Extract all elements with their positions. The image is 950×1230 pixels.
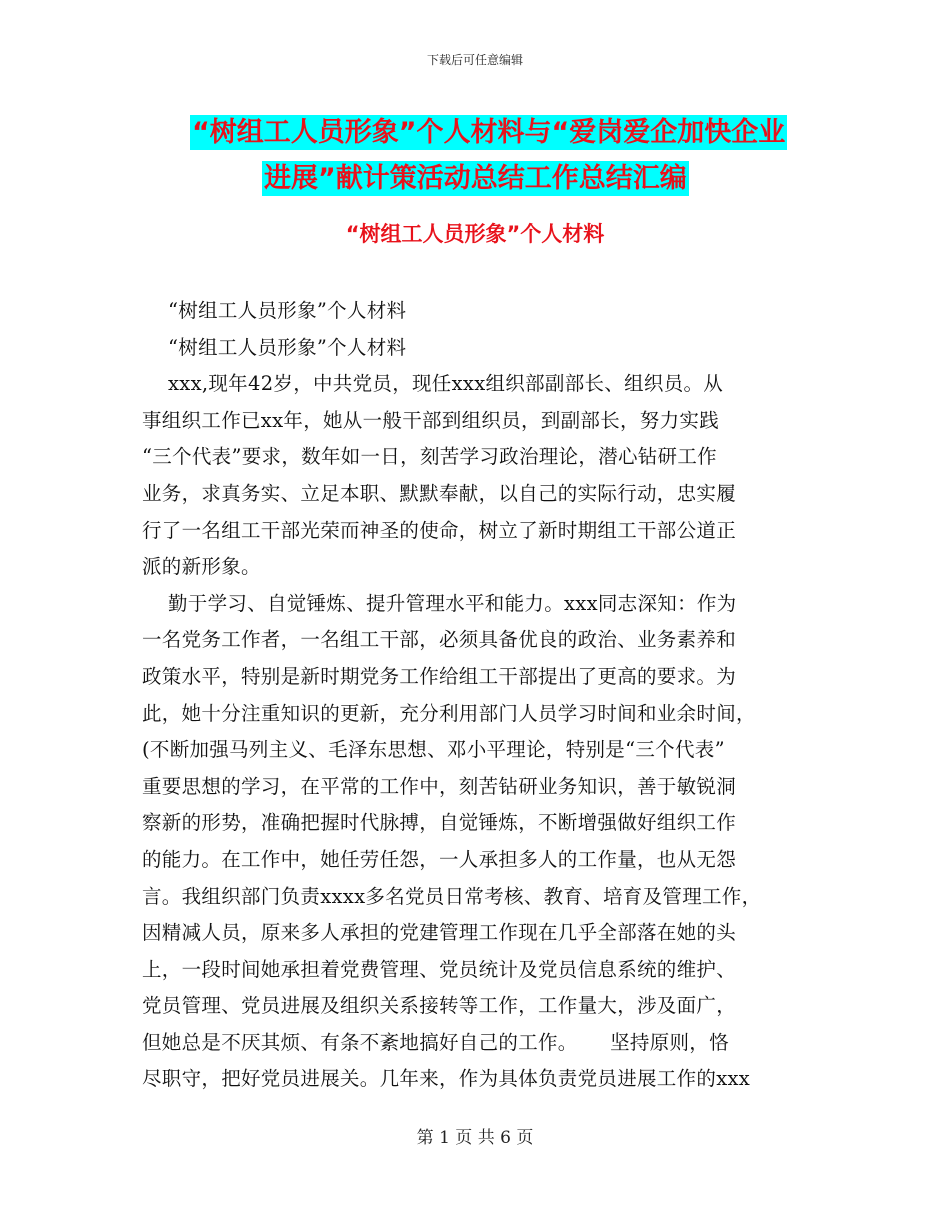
body-line: 但她总是不厌其烦、有条不紊地搞好自己的工作。 坚持原则，恪 — [142, 1030, 729, 1054]
body-line: 一名党务工作者，一名组工干部，必须具备优良的政治、业务素养和 — [142, 628, 737, 652]
body-line: 上，一段时间她承担着党费管理、党员统计及党员信息系统的维护、 — [142, 957, 737, 981]
body-line: 重要思想的学习，在平常的工作中，刻苦钻研业务知识，善于敏锐洞 — [142, 774, 737, 798]
title-line-2-text: 进展”献计策活动总结工作总结汇编 — [264, 163, 687, 194]
body-line: 派的新形象。 — [142, 555, 261, 579]
body-line: 因精减人员，原来多人承担的党建管理工作现在几乎全部落在她的头 — [142, 921, 737, 945]
body-line: “树组工人员形象”个人材料 — [142, 299, 407, 322]
document-title — [190, 110, 810, 202]
header-note: 下载后可任意编辑 — [426, 53, 523, 67]
body-line: “三个代表”要求，数年如一日，刻苦学习政治理论，潜心钻研工作 — [142, 445, 717, 469]
body-text — [142, 293, 810, 1098]
body-line: 业务，求真务实、立足本职、默默奉献，以自己的实际行动，忠实履 — [142, 481, 737, 505]
body-line: 察新的形势，准确把握时代脉搏，自觉锤炼，不断增强做好组织工作 — [142, 811, 737, 835]
body-line: 政策水平，特别是新时期党务工作给组工干部提出了更高的要求。为 — [142, 664, 737, 688]
title-line-2 — [190, 156, 810, 202]
body-line: 尽职守，把好党员进展关。几年来，作为具体负责党员进展工作的xxx — [142, 1067, 751, 1091]
body-line: 党员管理、党员进展及组织关系接转等工作，工作量大，涉及面广， — [142, 994, 737, 1018]
body-line: (不断加强马列主义、毛泽东思想、邓小平理论，特别是“三个代表” — [142, 738, 725, 762]
body-line: xxx,现年42岁，中共党员，现任xxx组织部副部长、组织员。从 — [142, 372, 724, 396]
body-line: “树组工人员形象”个人材料 — [142, 335, 407, 359]
page-number: 第 1 页 共 6 页 — [416, 1128, 534, 1148]
body-line: 言。我组织部门负责xxxx多名党员日常考核、教育、培育及管理工作， — [142, 884, 762, 908]
body-line: 勤于学习、自觉锤炼、提升管理水平和能力。xxx同志深知：作为 — [142, 591, 737, 615]
body-line: 的能力。在工作中，她任劳任怨，一人承担多人的工作量，也从无怨 — [142, 847, 737, 871]
title-line-1 — [190, 110, 810, 156]
title-line-1-text: “树组工人员形象”个人材料与“爱岗爱企加快企业 — [192, 117, 786, 148]
body-line: 事组织工作已xx年，她从一般干部到组织员，到副部长，努力实践 — [142, 408, 719, 432]
body-line: 行了一名组工干部光荣而神圣的使命，树立了新时期组工干部公道正 — [142, 518, 737, 542]
body-line: 此，她十分注重知识的更新，充分利用部门人员学习时间和业余时间， — [142, 701, 756, 725]
section-title: “树组工人员形象”个人材料 — [345, 222, 605, 246]
